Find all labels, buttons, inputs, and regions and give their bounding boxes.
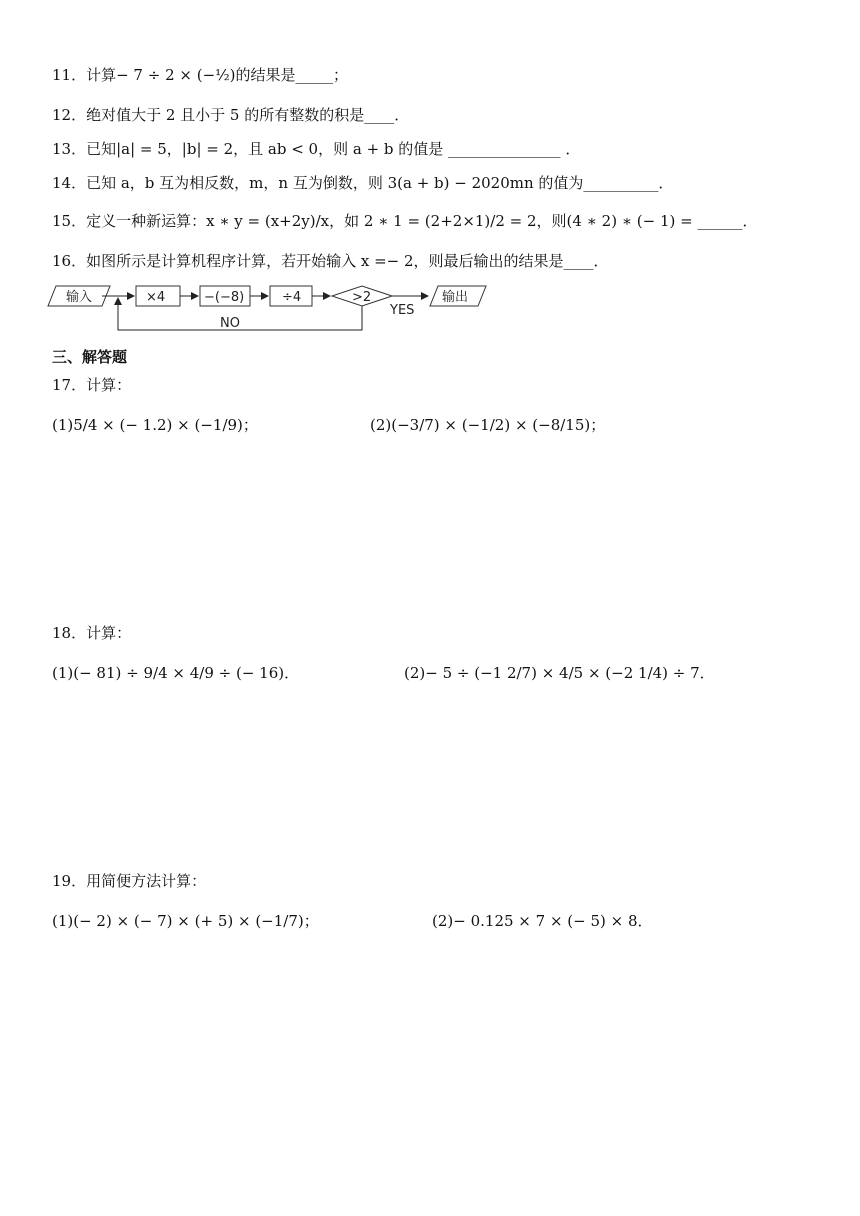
step-subtract-label: −(−8): [204, 290, 245, 305]
question-12: 12．绝对值大于 2 且小于 5 的所有整数的积是____．: [52, 106, 410, 124]
section-3-heading: 三、解答题: [52, 348, 128, 366]
step-multiply-label: ×4: [146, 290, 166, 305]
question-14: 14．已知 a，b 互为相反数，m，n 互为倒数，则 3(a + b) − 2020mn 的值为__________．: [52, 174, 674, 192]
question-17-part2: (2)(−3/7) × (−1/2) × (−8/15)；: [370, 416, 606, 434]
question-19-part1: (1)(− 2) × (− 7) × (+ 5) × (−1/7)；: [52, 912, 319, 930]
question-15: 15．定义一种新运算：x ∗ y = (x+2y)/x，如 2 ∗ 1 = (2+2×1)/2 = 2，则(4 ∗ 2) ∗ (− 1) = ______．: [52, 212, 758, 230]
question-16: 16．如图所示是计算机程序计算，若开始输入 x =− 2，则最后输出的结果是____．: [52, 252, 609, 270]
question-19-part2: (2)− 0.125 × 7 × (− 5) × 8．: [432, 912, 653, 930]
question-18-part2: (2)− 5 ÷ (−1 2/7) × 4/5 × (−2 1/4) ÷ 7．: [404, 664, 715, 682]
no-label: NO: [220, 316, 240, 331]
question-18-part1: (1)(− 81) ÷ 9/4 × 4/9 ÷ (− 16)．: [52, 664, 300, 682]
condition-label: >2: [352, 290, 372, 305]
question-11: 11．计算− 7 ÷ 2 × (−½)的结果是_____；: [52, 66, 349, 84]
question-13: 13．已知|a| = 5，|b| = 2，且 ab < 0，则 a + b 的值是 _______________ ．: [52, 140, 581, 158]
output-label: 输出: [442, 290, 469, 305]
question-17-part1: (1)5/4 × (− 1.2) × (−1/9)；: [52, 416, 258, 434]
yes-label: YES: [390, 303, 415, 318]
question-17-title: 17．计算：: [52, 376, 132, 394]
question-18-title: 18．计算：: [52, 624, 132, 642]
question-19-title: 19．用简便方法计算：: [52, 872, 207, 890]
program-flowchart: [46, 282, 496, 338]
step-divide-label: ÷4: [282, 290, 302, 305]
input-label: 输入: [66, 290, 93, 305]
